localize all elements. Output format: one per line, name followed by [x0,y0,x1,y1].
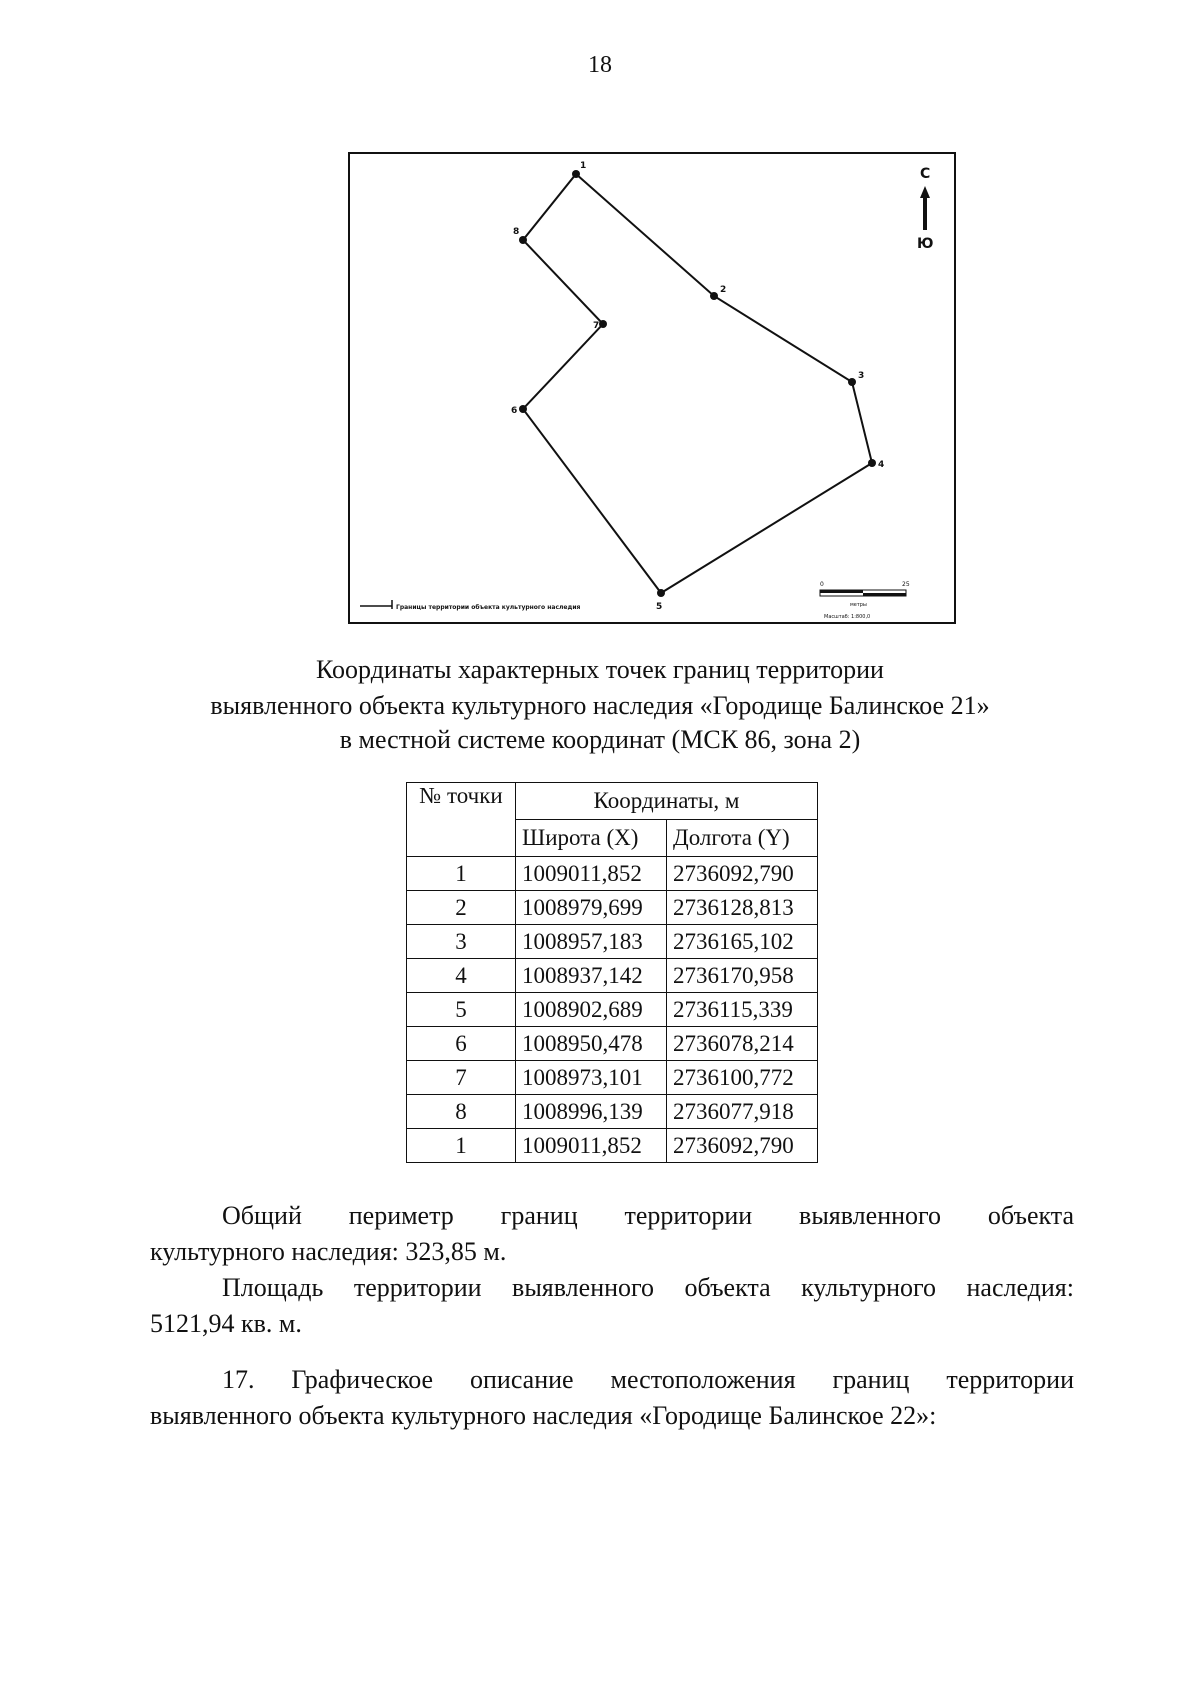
caption-line-3: в местной системе координат (МСК 86, зона 2) [339,725,861,754]
latitude-value: 1008957,183 [516,925,667,959]
longitude-value: 2736077,918 [667,1095,818,1129]
legend-label: Границы территории объекта культурного наследия [396,604,581,611]
point-number: 2 [407,891,516,925]
point-number: 3 [407,925,516,959]
latitude-value: 1008950,478 [516,1027,667,1061]
scale-bar [820,581,910,620]
boundary-map [348,152,956,624]
table-row [407,857,818,891]
header-coordinates: Координаты, м [516,783,818,820]
table-row [407,1027,818,1061]
area-text-line-2: 5121,94 кв. м. [150,1309,302,1338]
caption-line-2: выявленного объекта культурного наследия «Городище Балинское 21» [210,691,990,720]
map-legend [360,600,581,611]
scale-unit: метры [850,602,867,608]
header-point-number: № точки [407,783,516,857]
north-label: С [920,166,931,182]
longitude-value: 2736128,813 [667,891,818,925]
scale-ratio: Масштаб: 1:800,0 [824,614,871,620]
header-longitude: Долгота (Y) [667,820,818,857]
table-row [407,891,818,925]
point-number: 1 [407,1129,516,1163]
table-row [407,993,818,1027]
section-17-line-2: выявленного объекта культурного наследия «Городище Балинское 22»: [150,1401,937,1430]
latitude-value: 1008973,101 [516,1061,667,1095]
point-label-8: 8 [513,227,520,237]
point-label-1: 1 [580,161,587,171]
table-row [407,959,818,993]
point-number: 7 [407,1061,516,1095]
latitude-value: 1008937,142 [516,959,667,993]
latitude-value: 1008979,699 [516,891,667,925]
point-number: 5 [407,993,516,1027]
point-label-5: 5 [656,602,663,612]
scale-start: 0 [820,581,824,588]
page-number: 18 [588,52,612,78]
point-number: 1 [407,857,516,891]
table-row [407,1061,818,1095]
latitude-value: 1009011,852 [516,857,667,891]
point-label-4: 4 [878,460,885,470]
point-label-3: 3 [858,371,865,381]
longitude-value: 2736170,958 [667,959,818,993]
point-label-6: 6 [511,406,518,416]
south-label: Ю [917,236,934,252]
caption-line-1: Координаты характерных точек границ территории [316,655,884,684]
perimeter-text-line-2: культурного наследия: 323,85 м. [150,1237,507,1266]
point-label-7: 7 [593,321,600,331]
perimeter-text-line-1: Общий периметр границ территории выявленного объекта [222,1201,1074,1230]
longitude-value: 2736092,790 [667,1129,818,1163]
coordinates-table [406,782,818,1163]
point-number: 4 [407,959,516,993]
north-arrow [917,166,933,252]
latitude-value: 1008902,689 [516,993,667,1027]
table-row [407,1129,818,1163]
point-number: 6 [407,1027,516,1061]
boundary-polygon [523,174,872,593]
scale-end: 25 [902,581,910,588]
latitude-value: 1009011,852 [516,1129,667,1163]
table-row [407,1095,818,1129]
area-text-line-1: Площадь территории выявленного объекта культурного наследия: [222,1273,1074,1302]
longitude-value: 2736078,214 [667,1027,818,1061]
longitude-value: 2736100,772 [667,1061,818,1095]
point-label-2: 2 [720,285,727,295]
header-latitude: Широта (X) [516,820,667,857]
point-number: 8 [407,1095,516,1129]
longitude-value: 2736115,339 [667,993,818,1027]
longitude-value: 2736165,102 [667,925,818,959]
table-row [407,925,818,959]
latitude-value: 1008996,139 [516,1095,667,1129]
longitude-value: 2736092,790 [667,857,818,891]
section-17-line-1: 17. Графическое описание местоположения границ территории [222,1365,1074,1394]
boundary-points [519,170,876,597]
